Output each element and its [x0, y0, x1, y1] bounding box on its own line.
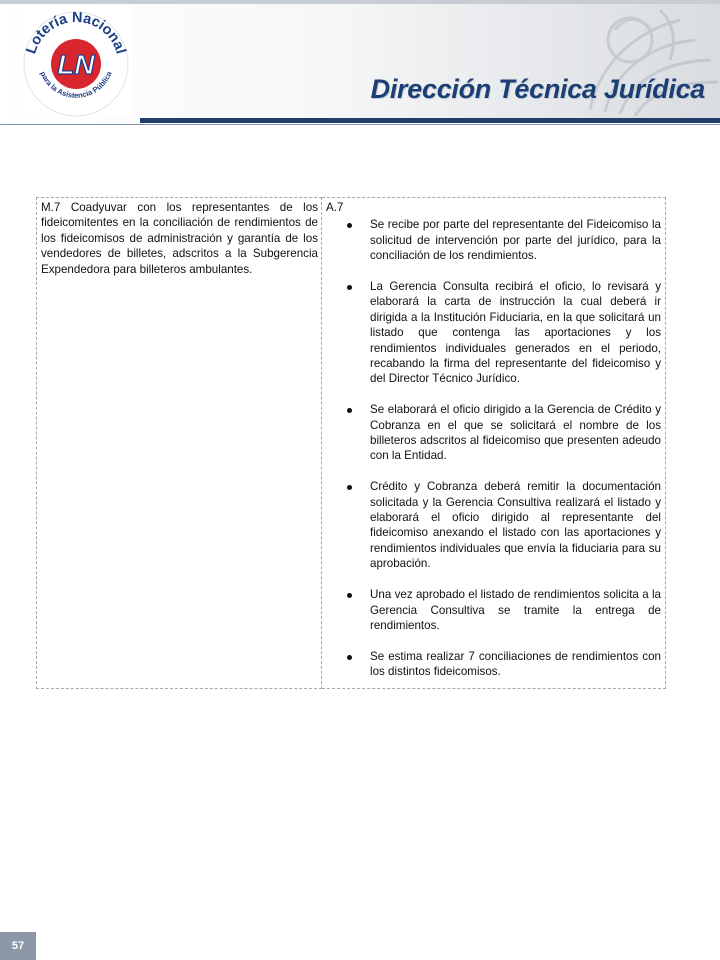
activity-code: A.7 [326, 201, 344, 214]
objective-cell [37, 198, 322, 689]
bullet-icon [347, 285, 352, 290]
list-item [326, 649, 661, 680]
page-title: Dirección Técnica Jurídica [370, 74, 705, 104]
activity-list [326, 217, 661, 679]
bullet-icon [347, 655, 352, 660]
loteria-nacional-logo [20, 6, 132, 118]
list-item-text: Se elaborará el oficio dirigido a la Gerencia de Crédito y Cobranza en el que se solicitará el nombre de los billeteros adscritos al fideicomiso que presenten adeudo con la Entidad. [370, 403, 661, 463]
bullet-icon [347, 408, 352, 413]
list-item-text: Crédito y Cobranza deberá remitir la documentación solicitada y la Gerencia Consultiva realizará el listado y elaborará el oficio dirigido al representante del fideicomiso anexando el listado con las aportaciones y rendimientos individuales que envía la fiduciaria para su aprobación. [370, 480, 661, 571]
logo-monogram: LN [57, 49, 95, 80]
page-number: 57 [0, 932, 36, 960]
list-item-text: La Gerencia Consulta recibirá el oficio, lo revisará y elaborará la carta de instrucción la cual deberá ir dirigida a la Institución Fiduciaria, en la que solicitará un listado que contenga las aportaciones y los rendimientos individuales generados en el periodo, recabando la firma del representante del fideicomiso y del Director Técnico Jurídico. [370, 280, 661, 386]
header-rule [140, 118, 720, 123]
svg-text:Lotería Nacional: Lotería Nacional [23, 9, 129, 56]
list-item [326, 587, 661, 633]
bullet-icon [347, 485, 352, 490]
bullet-icon [347, 223, 352, 228]
page-header [0, 0, 720, 122]
procedure-table [36, 197, 666, 689]
list-item-text: Una vez aprobado el listado de rendimientos solicita a la Gerencia Consultiva se tramite la entrega de rendimientos. [370, 588, 661, 632]
list-item-text: Se estima realizar 7 conciliaciones de rendimientos con los distintos fideicomisos. [370, 649, 661, 679]
header-rule-thin [0, 124, 720, 125]
list-item [326, 279, 661, 387]
list-item [326, 402, 661, 464]
list-item-text: Se recibe por parte del representante del Fideicomiso la solicitud de intervención por parte del jurídico, para la conciliación de los rendimientos. [370, 218, 661, 263]
activities-cell [322, 198, 666, 689]
svg-text:para la Asistencia Pública: para la Asistencia Pública [38, 70, 114, 100]
list-item [326, 479, 661, 571]
bullet-icon [347, 593, 352, 598]
objective-text: M.7 Coadyuvar con los representantes de los fideicomitentes en la conciliación de rendimientos de los fideicomisos de administración y garantía de los vendedores de billetes, adscritos a la Subgerencia Expendedora para billeteros ambulantes. [41, 201, 318, 276]
table-row [37, 198, 666, 689]
list-item [326, 217, 661, 263]
